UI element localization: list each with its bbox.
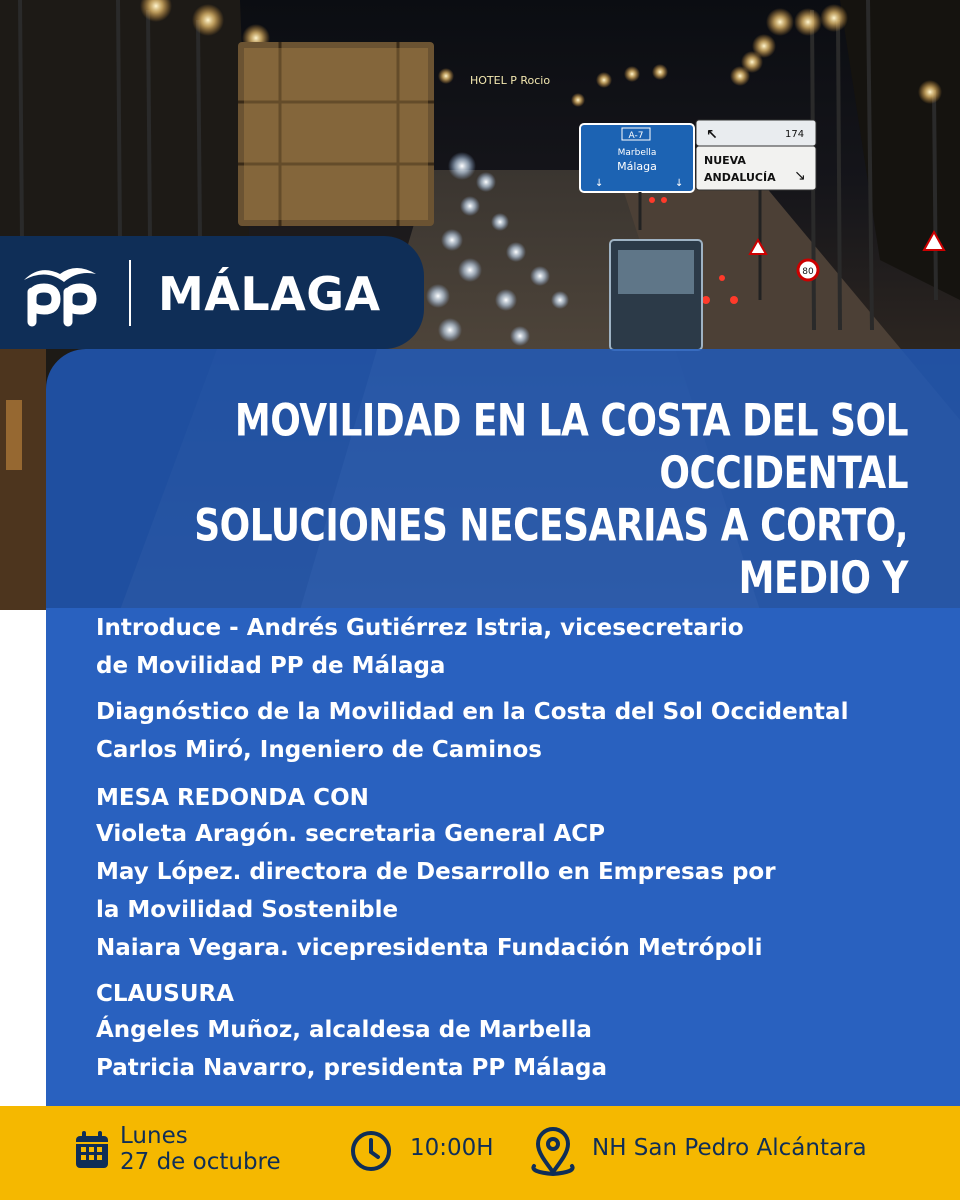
speed-limit-sign: 80 (802, 267, 814, 277)
program-mesa-heading: MESA REDONDA CON (96, 785, 369, 811)
program-intro-line-2: de Movilidad PP de Málaga (96, 653, 446, 679)
program-clausura-line-1: Ángeles Muñoz, alcaldesa de Marbella (96, 1017, 592, 1043)
calendar-icon (74, 1130, 110, 1170)
program-mesa-line-2: May López. directora de Desarrollo en Empresas por (96, 859, 776, 885)
location-pin-icon (526, 1126, 580, 1178)
title-line-1: MOVILIDAD EN LA COSTA DEL SOL OCCIDENTAL (234, 395, 908, 500)
blue-direction-sign (580, 124, 694, 192)
svg-text:Málaga: Málaga (617, 160, 657, 173)
event-info-footer (0, 1106, 960, 1200)
clock-icon (349, 1129, 393, 1173)
svg-text:↓: ↓ (595, 178, 604, 189)
svg-text:Marbella: Marbella (617, 148, 657, 158)
party-logo-banner (0, 236, 424, 349)
event-date: 27 de octubre (120, 1149, 281, 1175)
event-time: 10:00H (410, 1135, 494, 1161)
svg-text:↓: ↓ (675, 178, 684, 189)
program-mesa-line-3: la Movilidad Sostenible (96, 897, 399, 923)
hotel-sign: HOTEL P Rocio (470, 74, 551, 87)
program-clausura-line-2: Patricia Navarro, presidenta PP Málaga (96, 1055, 607, 1081)
svg-text:A-7: A-7 (628, 131, 644, 141)
logo-divider (129, 260, 131, 326)
white-direction-sign (696, 120, 816, 190)
svg-text:↖: ↖ (706, 127, 718, 143)
program-diagnosis-line-2: Carlos Miró, Ingeniero de Caminos (96, 737, 542, 763)
program-mesa-line-1: Violeta Aragón. secretaria General ACP (96, 821, 606, 847)
event-day: Lunes (120, 1123, 188, 1149)
svg-text:NUEVA: NUEVA (704, 154, 746, 167)
svg-text:ANDALUCÍA: ANDALUCÍA (704, 171, 776, 184)
svg-text:174: 174 (785, 129, 805, 140)
event-location: NH San Pedro Alcántara (592, 1135, 867, 1161)
program-mesa-line-4: Naiara Vegara. vicepresidenta Fundación Metrópoli (96, 935, 763, 961)
program-intro-line-1: Introduce - Andrés Gutiérrez Istria, vicesecretario (96, 615, 744, 641)
svg-text:↘: ↘ (794, 168, 806, 184)
program-clausura-heading: CLAUSURA (96, 981, 235, 1007)
pp-logo-icon (16, 258, 106, 328)
logo-city-name: MÁLAGA (158, 267, 381, 321)
program-diagnosis-line-1: Diagnóstico de la Movilidad en la Costa del Sol Occidental (96, 699, 849, 725)
title-line-2: SOLUCIONES NECESARIAS A CORTO, MEDIO Y (194, 500, 908, 605)
